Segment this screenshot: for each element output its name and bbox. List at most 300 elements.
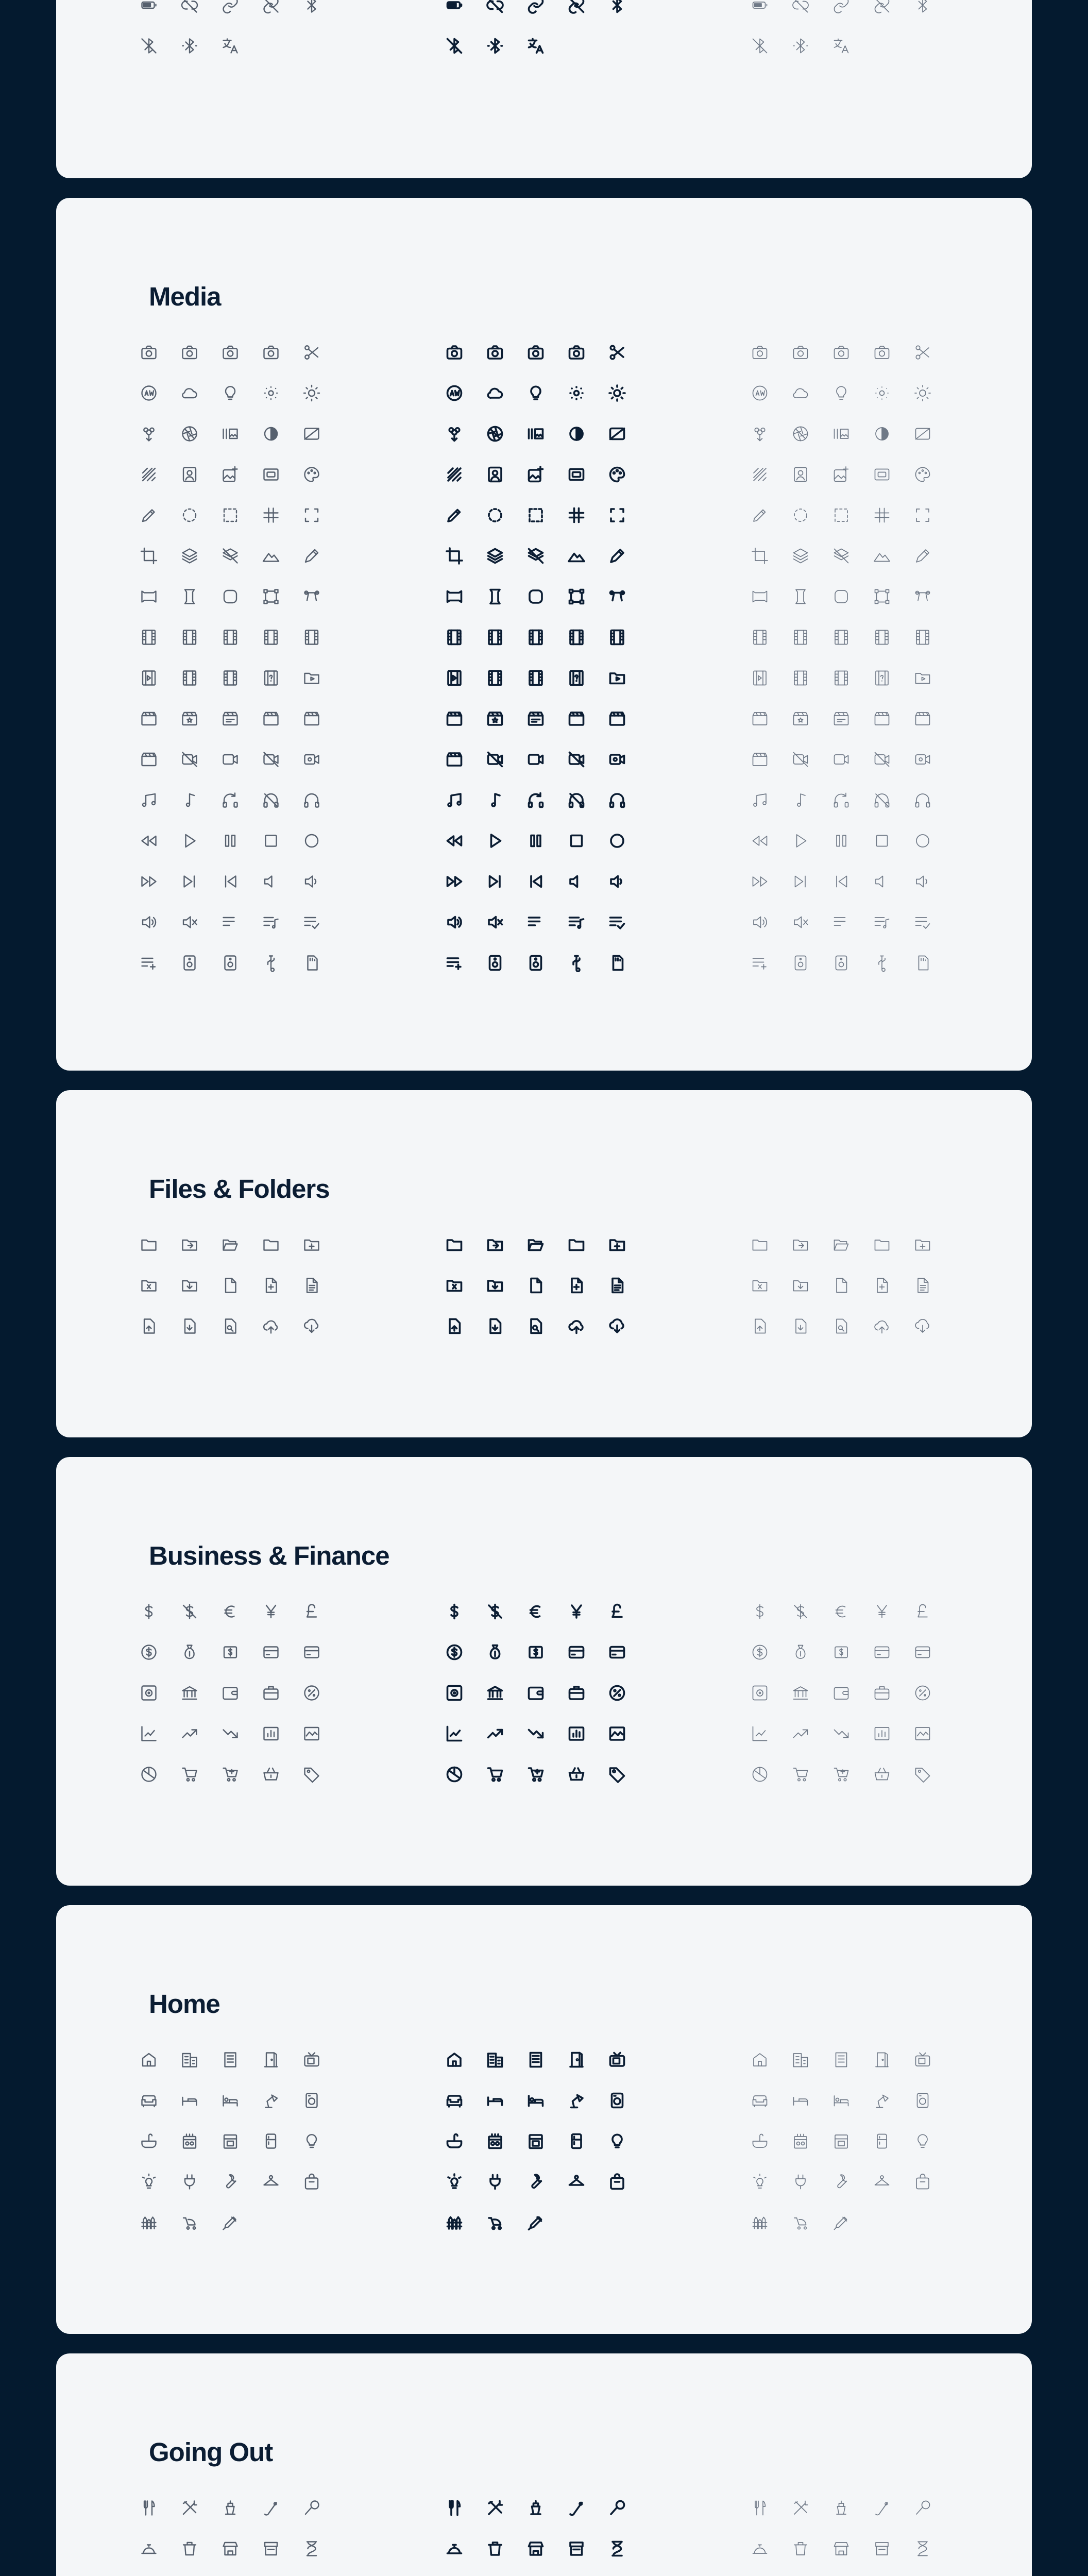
pause-icon[interactable]	[221, 832, 240, 850]
translate-icon[interactable]	[221, 37, 240, 55]
battery-icon[interactable]	[140, 0, 158, 14]
bank-icon[interactable]	[486, 1684, 504, 1702]
euro-icon[interactable]	[832, 1602, 851, 1621]
camera-icon[interactable]	[140, 343, 158, 362]
camera-rotate-icon[interactable]	[791, 343, 810, 362]
bed-single-icon[interactable]	[526, 2091, 545, 2110]
rocket-icon[interactable]	[526, 2213, 545, 2232]
circle-dashed-icon[interactable]	[791, 506, 810, 524]
music-notes-icon[interactable]	[140, 791, 158, 809]
folder-add-icon[interactable]	[913, 1235, 932, 1254]
clapperboard-play-icon[interactable]	[608, 709, 626, 728]
layers-off-icon[interactable]	[832, 547, 851, 565]
store-icon[interactable]	[526, 2539, 545, 2558]
price-tag-icon[interactable]	[913, 1765, 932, 1784]
pound-icon[interactable]	[913, 1602, 932, 1621]
light-on-icon[interactable]	[140, 2173, 158, 2191]
volume-high-icon[interactable]	[751, 913, 769, 931]
shopping-cart-icon[interactable]	[486, 1765, 504, 1784]
volume-low-icon[interactable]	[567, 872, 586, 891]
bluetooth-off-icon[interactable]	[751, 37, 769, 55]
dollar-icon[interactable]	[751, 1602, 769, 1621]
ice-cream-icon[interactable]	[302, 2499, 321, 2517]
rounded-square-icon[interactable]	[526, 587, 545, 606]
film-strip-icon[interactable]	[140, 628, 158, 647]
playlist-check-icon[interactable]	[913, 913, 932, 931]
film-play-icon[interactable]	[751, 669, 769, 687]
apartment-icon[interactable]	[221, 2050, 240, 2069]
buildings-icon[interactable]	[180, 2050, 199, 2069]
playlist-music-icon[interactable]	[873, 913, 891, 931]
mountain-icon[interactable]	[567, 547, 586, 565]
playlist-add-icon[interactable]	[751, 954, 769, 972]
hatch-icon[interactable]	[445, 465, 464, 484]
stove-icon[interactable]	[791, 2132, 810, 2150]
image-frame-icon[interactable]	[262, 465, 280, 484]
folder-arrow-icon[interactable]	[180, 1235, 199, 1254]
chart-line-icon[interactable]	[751, 1724, 769, 1743]
fridge-icon[interactable]	[262, 2132, 280, 2150]
battery-icon[interactable]	[445, 0, 464, 14]
trend-down-icon[interactable]	[221, 1724, 240, 1743]
video-icon[interactable]	[526, 750, 545, 769]
speaker-alt-icon[interactable]	[526, 954, 545, 972]
volume-high-icon[interactable]	[445, 913, 464, 931]
cloche-icon[interactable]	[445, 2539, 464, 2558]
bluetooth-connected-icon[interactable]	[486, 37, 504, 55]
contrast-icon[interactable]	[873, 425, 891, 443]
film-strip-frame-icon[interactable]	[262, 628, 280, 647]
vector-path-icon[interactable]	[608, 587, 626, 606]
music-notes-icon[interactable]	[445, 791, 464, 809]
palette-icon[interactable]	[608, 465, 626, 484]
folder-download-icon[interactable]	[486, 1276, 504, 1295]
dollar-off-icon[interactable]	[791, 1602, 810, 1621]
bar-icon[interactable]	[526, 2499, 545, 2517]
speaker-icon[interactable]	[180, 954, 199, 972]
rewind-icon[interactable]	[445, 832, 464, 850]
aspect-wide-icon[interactable]	[140, 587, 158, 606]
film-play-icon[interactable]	[445, 669, 464, 687]
bright-low-icon[interactable]	[526, 384, 545, 402]
mountain-icon[interactable]	[873, 547, 891, 565]
aperture-icon[interactable]	[180, 425, 199, 443]
film-strip-wide-icon[interactable]	[302, 628, 321, 647]
briefcase-icon[interactable]	[873, 1684, 891, 1702]
folder-simple-icon[interactable]	[873, 1235, 891, 1254]
cloud-download-icon[interactable]	[913, 1317, 932, 1335]
speaker-icon[interactable]	[791, 954, 810, 972]
credit-card-icon[interactable]	[302, 1643, 321, 1662]
aperture-flower-icon[interactable]	[140, 425, 158, 443]
square-dashed-icon[interactable]	[526, 506, 545, 524]
chart-bar-icon[interactable]	[873, 1724, 891, 1743]
folder-open-icon[interactable]	[526, 1235, 545, 1254]
usb-icon[interactable]	[873, 954, 891, 972]
wallet-icon[interactable]	[832, 1684, 851, 1702]
bluetooth-connected-icon[interactable]	[180, 37, 199, 55]
link-icon[interactable]	[832, 0, 851, 14]
hourglass-icon[interactable]	[913, 2539, 932, 2558]
bluetooth-icon[interactable]	[302, 0, 321, 14]
shop-icon[interactable]	[262, 2539, 280, 2558]
cloche-icon[interactable]	[751, 2539, 769, 2558]
play-icon[interactable]	[791, 832, 810, 850]
sink-icon[interactable]	[445, 2132, 464, 2150]
briefcase-icon[interactable]	[262, 1684, 280, 1702]
lightbulb-icon[interactable]	[913, 2132, 932, 2150]
stove-icon[interactable]	[180, 2132, 199, 2150]
clapperboard-text-icon[interactable]	[832, 709, 851, 728]
plug-icon[interactable]	[486, 2173, 504, 2191]
house-icon[interactable]	[445, 2050, 464, 2069]
volume-low-icon[interactable]	[262, 872, 280, 891]
camera-rotate-icon[interactable]	[180, 343, 199, 362]
plug-icon[interactable]	[180, 2173, 199, 2191]
yen-icon[interactable]	[567, 1602, 586, 1621]
coin-icon[interactable]	[140, 1643, 158, 1662]
pencil-icon[interactable]	[302, 547, 321, 565]
folder-icon[interactable]	[140, 1235, 158, 1254]
video-off-icon[interactable]	[180, 750, 199, 769]
film-strip-wide-icon[interactable]	[608, 628, 626, 647]
film-record-icon[interactable]	[791, 669, 810, 687]
layers-off-icon[interactable]	[221, 547, 240, 565]
sd-card-icon[interactable]	[302, 954, 321, 972]
file-search-icon[interactable]	[221, 1317, 240, 1335]
file-add-icon[interactable]	[567, 1276, 586, 1295]
atm-icon[interactable]	[567, 1643, 586, 1662]
stove-icon[interactable]	[486, 2132, 504, 2150]
rounded-square-icon[interactable]	[832, 587, 851, 606]
link-icon[interactable]	[221, 0, 240, 14]
yen-icon[interactable]	[262, 1602, 280, 1621]
pause-icon[interactable]	[526, 832, 545, 850]
cutlery-cross-icon[interactable]	[486, 2499, 504, 2517]
dollar-off-icon[interactable]	[180, 1602, 199, 1621]
auto-white-balance-icon[interactable]	[751, 384, 769, 402]
film-stack-icon[interactable]	[526, 669, 545, 687]
playlist-add-icon[interactable]	[445, 954, 464, 972]
music-note-icon[interactable]	[180, 791, 199, 809]
panorama-icon[interactable]	[832, 425, 851, 443]
ice-cream-icon[interactable]	[608, 2499, 626, 2517]
film-strip-frame-icon[interactable]	[873, 628, 891, 647]
folder-video-icon[interactable]	[913, 669, 932, 687]
brightness-high-icon[interactable]	[608, 384, 626, 402]
stop-icon[interactable]	[567, 832, 586, 850]
cloud-upload-icon[interactable]	[262, 1317, 280, 1335]
trash-bin-icon[interactable]	[486, 2539, 504, 2558]
hatch-icon[interactable]	[140, 465, 158, 484]
speaker-alt-icon[interactable]	[221, 954, 240, 972]
cloud-download-icon[interactable]	[302, 1317, 321, 1335]
file-icon[interactable]	[526, 1276, 545, 1295]
pencil-icon[interactable]	[913, 547, 932, 565]
play-icon[interactable]	[180, 832, 199, 850]
oven-icon[interactable]	[221, 2132, 240, 2150]
mountain-icon[interactable]	[262, 547, 280, 565]
safe-icon[interactable]	[751, 1684, 769, 1702]
film-stack-icon[interactable]	[221, 669, 240, 687]
hanger-icon[interactable]	[873, 2173, 891, 2191]
record-icon[interactable]	[302, 832, 321, 850]
ice-cream-icon[interactable]	[913, 2499, 932, 2517]
light-on-icon[interactable]	[751, 2173, 769, 2191]
aspect-tall-icon[interactable]	[791, 587, 810, 606]
link-broken-icon[interactable]	[262, 0, 280, 14]
folder-remove-icon[interactable]	[140, 1276, 158, 1295]
clapperboard-play-icon[interactable]	[913, 709, 932, 728]
pound-icon[interactable]	[608, 1602, 626, 1621]
lightbulb-icon[interactable]	[608, 2132, 626, 2150]
folder-remove-icon[interactable]	[445, 1276, 464, 1295]
circle-dashed-icon[interactable]	[486, 506, 504, 524]
trend-up-icon[interactable]	[791, 1724, 810, 1743]
bed-single-icon[interactable]	[832, 2091, 851, 2110]
folder-icon[interactable]	[751, 1235, 769, 1254]
pie-chart-icon[interactable]	[445, 1765, 464, 1784]
video-icon[interactable]	[832, 750, 851, 769]
trash-bin-icon[interactable]	[180, 2539, 199, 2558]
image-frame-icon[interactable]	[567, 465, 586, 484]
music-note-icon[interactable]	[791, 791, 810, 809]
door-icon[interactable]	[873, 2050, 891, 2069]
wrench-icon[interactable]	[526, 2173, 545, 2191]
cloud-icon[interactable]	[486, 384, 504, 402]
clapperboard-icon[interactable]	[140, 709, 158, 728]
skip-back-icon[interactable]	[221, 872, 240, 891]
house-icon[interactable]	[751, 2050, 769, 2069]
video-off-icon[interactable]	[486, 750, 504, 769]
file-search-icon[interactable]	[832, 1317, 851, 1335]
bag-icon[interactable]	[302, 2173, 321, 2191]
translate-icon[interactable]	[526, 37, 545, 55]
playlist-music-icon[interactable]	[567, 913, 586, 931]
headphones-icon[interactable]	[913, 791, 932, 809]
buildings-icon[interactable]	[486, 2050, 504, 2069]
film-question-icon[interactable]	[567, 669, 586, 687]
link-broken-icon[interactable]	[567, 0, 586, 14]
clapperboard-edit-icon[interactable]	[262, 709, 280, 728]
sofa-icon[interactable]	[751, 2091, 769, 2110]
wrench-icon[interactable]	[832, 2173, 851, 2191]
fridge-icon[interactable]	[873, 2132, 891, 2150]
atm-icon[interactable]	[873, 1643, 891, 1662]
file-text-icon[interactable]	[608, 1276, 626, 1295]
folder-icon[interactable]	[445, 1235, 464, 1254]
film-strip-alt-icon[interactable]	[791, 628, 810, 647]
washing-machine-icon[interactable]	[302, 2091, 321, 2110]
skip-forward-icon[interactable]	[486, 872, 504, 891]
dollar-icon[interactable]	[445, 1602, 464, 1621]
basket-icon[interactable]	[262, 1765, 280, 1784]
camera-icon[interactable]	[445, 343, 464, 362]
brightness-dots-icon[interactable]	[262, 384, 280, 402]
skip-back-icon[interactable]	[832, 872, 851, 891]
folder-video-icon[interactable]	[608, 669, 626, 687]
apartment-icon[interactable]	[832, 2050, 851, 2069]
folder-open-icon[interactable]	[832, 1235, 851, 1254]
folder-simple-icon[interactable]	[567, 1235, 586, 1254]
percent-icon[interactable]	[608, 1684, 626, 1702]
scissors-icon[interactable]	[913, 343, 932, 362]
cloud-icon[interactable]	[791, 384, 810, 402]
door-icon[interactable]	[567, 2050, 586, 2069]
rewind-icon[interactable]	[751, 832, 769, 850]
film-stack-icon[interactable]	[832, 669, 851, 687]
headphones-off-icon[interactable]	[262, 791, 280, 809]
video-off-icon[interactable]	[791, 750, 810, 769]
image-frame-icon[interactable]	[873, 465, 891, 484]
folder-download-icon[interactable]	[791, 1276, 810, 1295]
shop-icon[interactable]	[567, 2539, 586, 2558]
bed-single-icon[interactable]	[221, 2091, 240, 2110]
fork-knife-icon[interactable]	[751, 2499, 769, 2517]
clapperboard-star-icon[interactable]	[180, 709, 199, 728]
file-upload-icon[interactable]	[751, 1317, 769, 1335]
folder-arrow-icon[interactable]	[486, 1235, 504, 1254]
vector-path-icon[interactable]	[302, 587, 321, 606]
crop-icon[interactable]	[140, 547, 158, 565]
lightbulb-icon[interactable]	[302, 2132, 321, 2150]
video-rec-icon[interactable]	[302, 750, 321, 769]
clapperboard-alt-icon[interactable]	[445, 750, 464, 769]
oven-icon[interactable]	[526, 2132, 545, 2150]
auto-white-balance-icon[interactable]	[445, 384, 464, 402]
playlist-add-icon[interactable]	[140, 954, 158, 972]
layers-icon[interactable]	[180, 547, 199, 565]
dollar-icon[interactable]	[140, 1602, 158, 1621]
folder-simple-icon[interactable]	[262, 1235, 280, 1254]
crosshair-grid-icon[interactable]	[567, 506, 586, 524]
bag-icon[interactable]	[913, 2173, 932, 2191]
image-add-icon[interactable]	[221, 465, 240, 484]
trend-down-icon[interactable]	[526, 1724, 545, 1743]
washing-machine-icon[interactable]	[913, 2091, 932, 2110]
skip-forward-icon[interactable]	[180, 872, 199, 891]
sofa-icon[interactable]	[140, 2091, 158, 2110]
headphones-icon[interactable]	[608, 791, 626, 809]
volume-low-icon[interactable]	[873, 872, 891, 891]
layers-icon[interactable]	[791, 547, 810, 565]
door-icon[interactable]	[262, 2050, 280, 2069]
image-add-icon[interactable]	[832, 465, 851, 484]
stroller-icon[interactable]	[791, 2213, 810, 2232]
film-question-icon[interactable]	[262, 669, 280, 687]
apartment-icon[interactable]	[526, 2050, 545, 2069]
clapperboard-alt-icon[interactable]	[751, 750, 769, 769]
safe-icon[interactable]	[140, 1684, 158, 1702]
banknote-icon[interactable]	[526, 1643, 545, 1662]
fast-forward-icon[interactable]	[445, 872, 464, 891]
clapperboard-text-icon[interactable]	[526, 709, 545, 728]
buildings-icon[interactable]	[791, 2050, 810, 2069]
music-note-icon[interactable]	[486, 791, 504, 809]
coin-icon[interactable]	[445, 1643, 464, 1662]
video-icon[interactable]	[221, 750, 240, 769]
crosshair-grid-icon[interactable]	[262, 506, 280, 524]
clapperboard-edit-icon[interactable]	[873, 709, 891, 728]
brightness-high-icon[interactable]	[302, 384, 321, 402]
headphones-refresh-icon[interactable]	[526, 791, 545, 809]
chart-wave-icon[interactable]	[608, 1724, 626, 1743]
bluetooth-connected-icon[interactable]	[791, 37, 810, 55]
clapperboard-star-icon[interactable]	[486, 709, 504, 728]
cart-add-icon[interactable]	[221, 1765, 240, 1784]
trend-up-icon[interactable]	[180, 1724, 199, 1743]
bag-icon[interactable]	[608, 2173, 626, 2191]
basket-icon[interactable]	[567, 1765, 586, 1784]
translate-icon[interactable]	[832, 37, 851, 55]
file-upload-icon[interactable]	[140, 1317, 158, 1335]
folder-download-icon[interactable]	[180, 1276, 199, 1295]
layers-off-icon[interactable]	[526, 547, 545, 565]
bar-icon[interactable]	[221, 2499, 240, 2517]
video-rec-icon[interactable]	[913, 750, 932, 769]
image-add-icon[interactable]	[526, 465, 545, 484]
pound-icon[interactable]	[302, 1602, 321, 1621]
film-question-icon[interactable]	[873, 669, 891, 687]
crop-icon[interactable]	[445, 547, 464, 565]
sink-icon[interactable]	[140, 2132, 158, 2150]
file-add-icon[interactable]	[262, 1276, 280, 1295]
stroller-icon[interactable]	[486, 2213, 504, 2232]
file-add-icon[interactable]	[873, 1276, 891, 1295]
volume-mid-icon[interactable]	[913, 872, 932, 891]
folder-open-icon[interactable]	[221, 1235, 240, 1254]
bluetooth-off-icon[interactable]	[445, 37, 464, 55]
sofa-icon[interactable]	[445, 2091, 464, 2110]
camera-square-icon[interactable]	[567, 343, 586, 362]
fence-icon[interactable]	[140, 2213, 158, 2232]
store-icon[interactable]	[832, 2539, 851, 2558]
contrast-icon[interactable]	[262, 425, 280, 443]
sd-card-icon[interactable]	[608, 954, 626, 972]
film-strip-double-icon[interactable]	[832, 628, 851, 647]
file-icon[interactable]	[832, 1276, 851, 1295]
cloud-download-icon[interactable]	[608, 1317, 626, 1335]
link-icon[interactable]	[526, 0, 545, 14]
panorama-icon[interactable]	[526, 425, 545, 443]
washing-machine-icon[interactable]	[608, 2091, 626, 2110]
chart-wave-icon[interactable]	[913, 1724, 932, 1743]
folder-video-icon[interactable]	[302, 669, 321, 687]
playlist-music-icon[interactable]	[262, 913, 280, 931]
atm-icon[interactable]	[262, 1643, 280, 1662]
volume-mid-icon[interactable]	[302, 872, 321, 891]
pause-icon[interactable]	[832, 832, 851, 850]
headphones-off-icon[interactable]	[873, 791, 891, 809]
rocket-icon[interactable]	[221, 2213, 240, 2232]
price-tag-icon[interactable]	[608, 1765, 626, 1784]
film-strip-icon[interactable]	[445, 628, 464, 647]
bed-icon[interactable]	[180, 2091, 199, 2110]
file-text-icon[interactable]	[913, 1276, 932, 1295]
house-icon[interactable]	[140, 2050, 158, 2069]
link-broken-icon[interactable]	[873, 0, 891, 14]
aspect-wide-icon[interactable]	[751, 587, 769, 606]
speaker-icon[interactable]	[486, 954, 504, 972]
video-slash-icon[interactable]	[873, 750, 891, 769]
file-icon[interactable]	[221, 1276, 240, 1295]
film-strip-frame-icon[interactable]	[567, 628, 586, 647]
film-strip-double-icon[interactable]	[526, 628, 545, 647]
wrench-icon[interactable]	[221, 2173, 240, 2191]
oven-icon[interactable]	[832, 2132, 851, 2150]
hanger-icon[interactable]	[567, 2173, 586, 2191]
stop-icon[interactable]	[873, 832, 891, 850]
